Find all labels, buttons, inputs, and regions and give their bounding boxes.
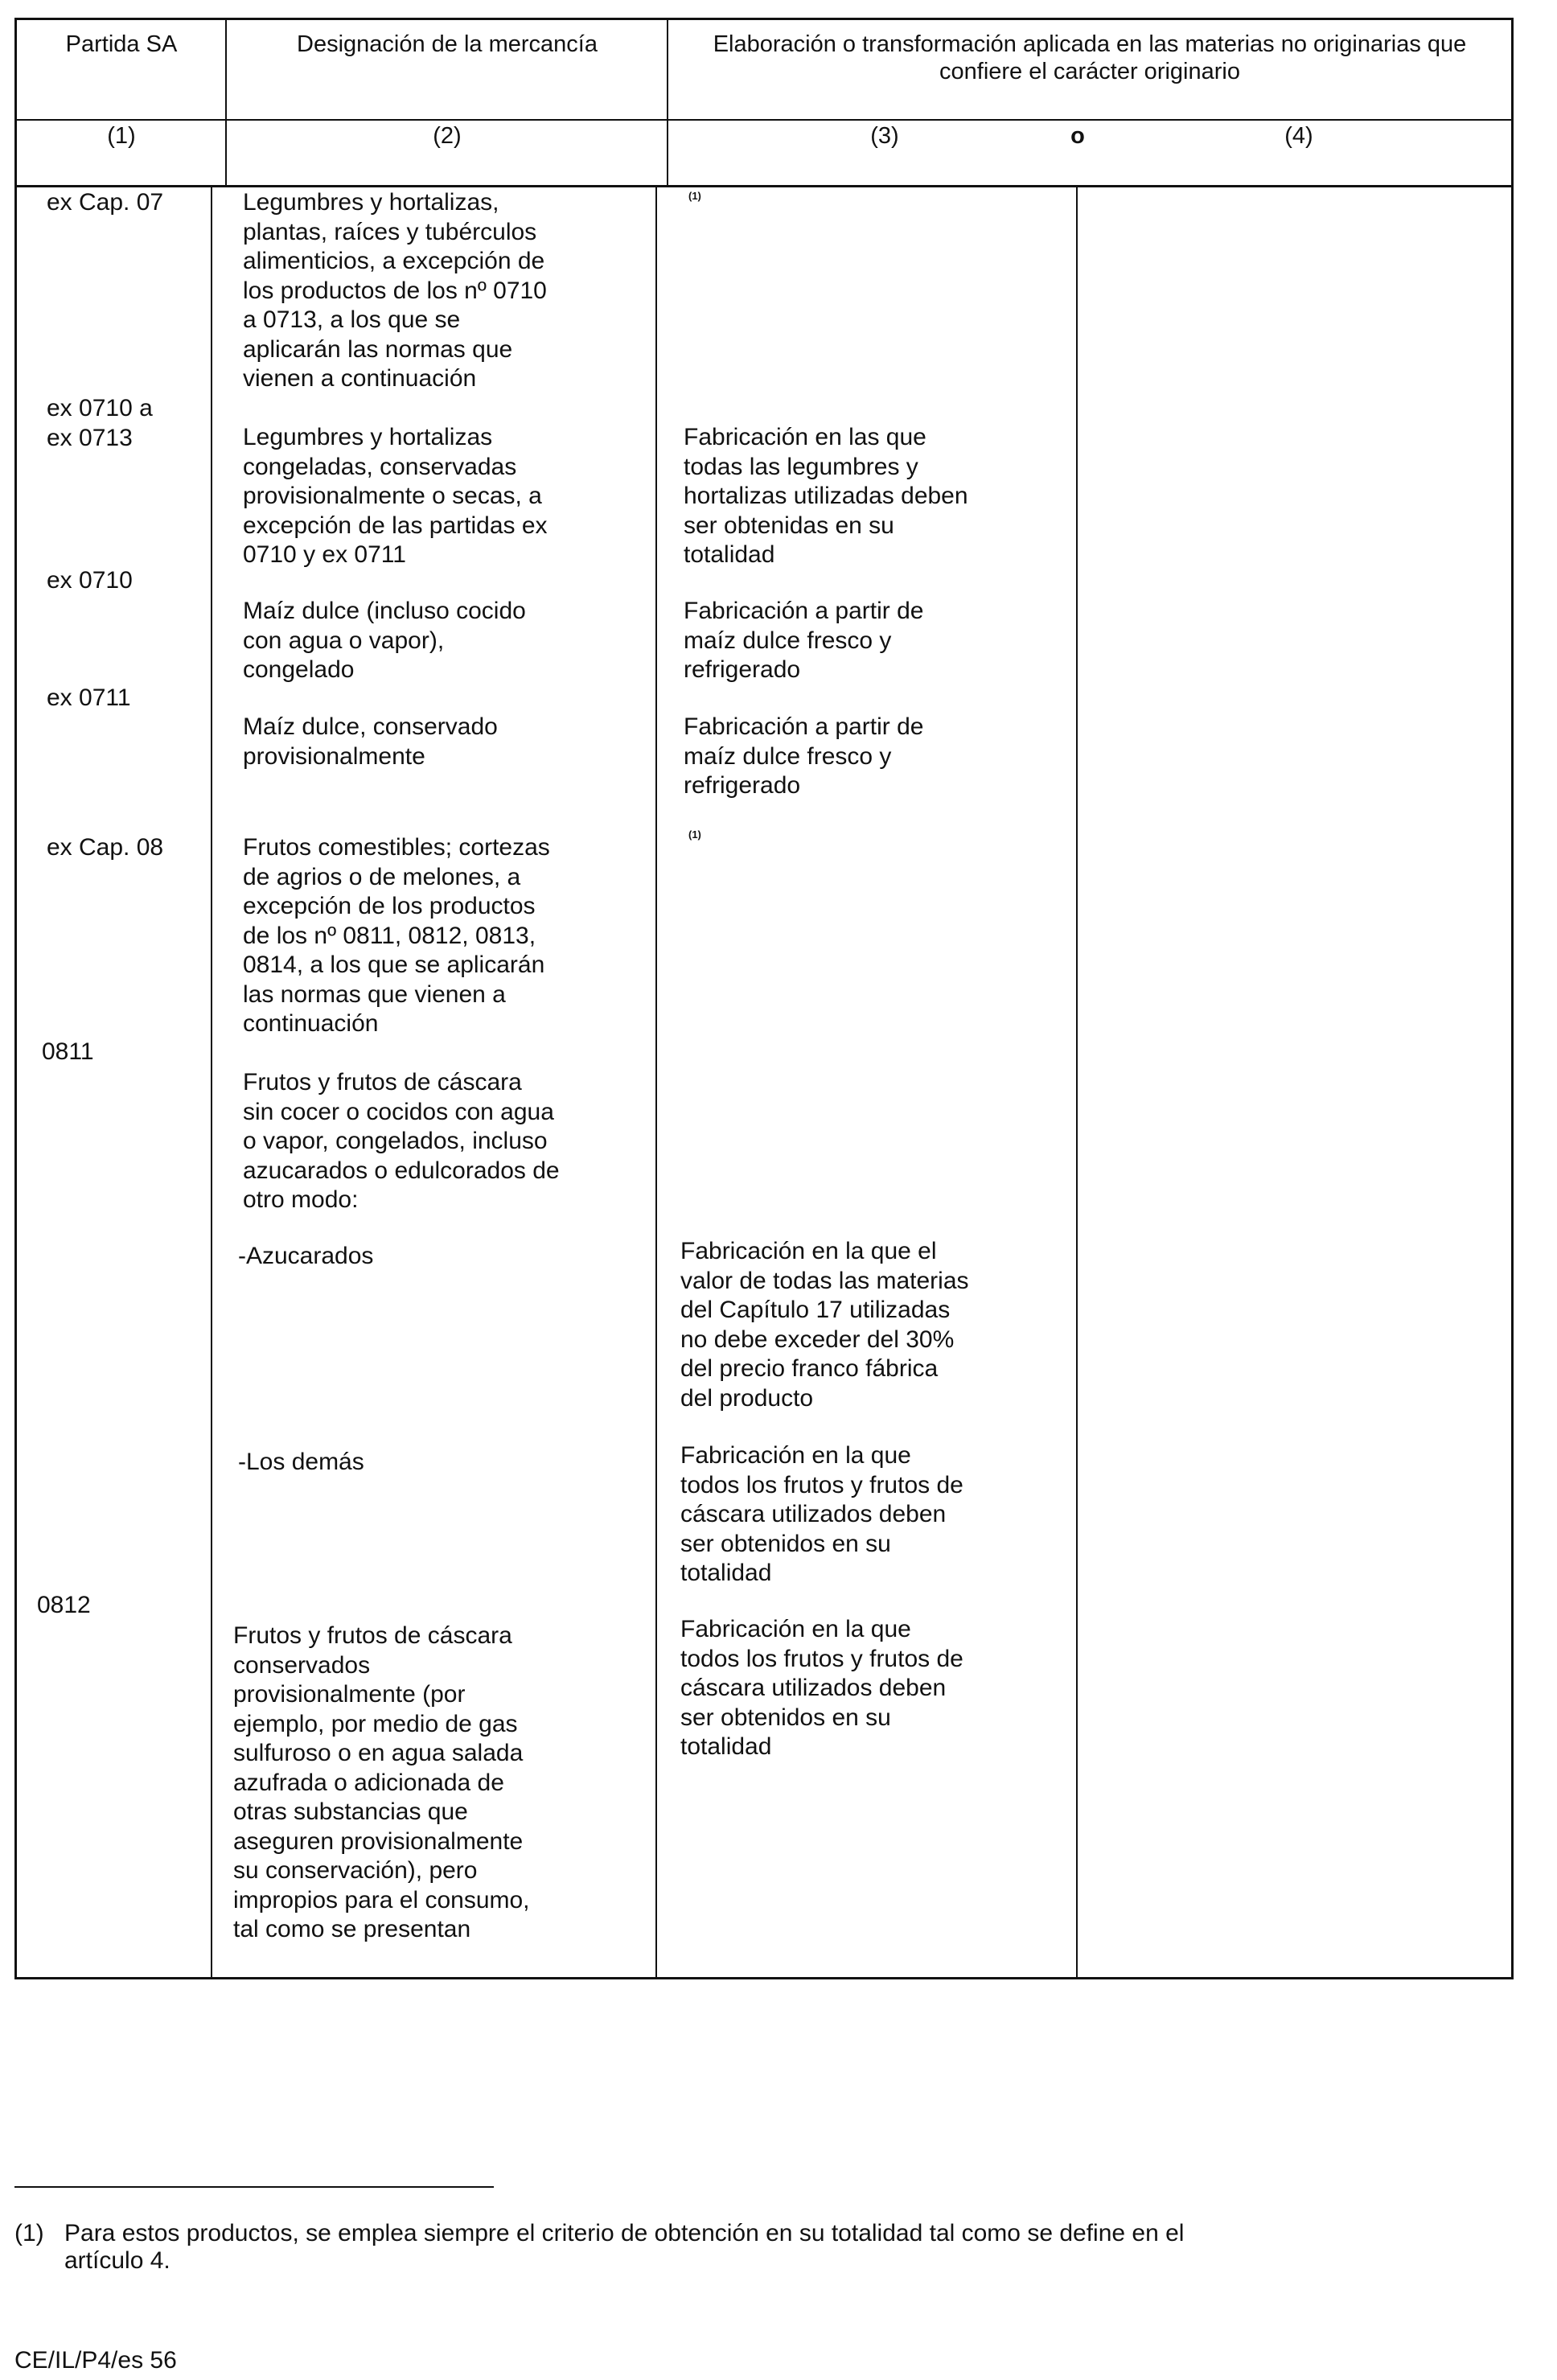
col3-col4-divider <box>1076 185 1078 1979</box>
footnote-mark: (1) <box>14 2220 44 2246</box>
row-rule: Fabricación en la que todos los frutos y frutos de cáscara utilizados deben ser obtenidos en su totalidad <box>680 1442 963 1586</box>
col2-col3-divider-header <box>667 18 668 187</box>
column-number-2: (2) <box>433 123 462 149</box>
header-partida-sa: Partida SA <box>65 31 178 57</box>
column-number-1: (1) <box>107 123 136 149</box>
row-rule: Fabricación a partir de maíz dulce fresco y refrigerado <box>684 713 924 799</box>
row-code: ex 0710 <box>47 567 133 594</box>
row-designation: -Azucarados <box>238 1243 374 1269</box>
table-right-border <box>1511 18 1514 1979</box>
footnote-reference-mark: (1) <box>688 828 701 841</box>
table-bottom-border <box>14 1977 1514 1979</box>
row-designation: Maíz dulce, conservado provisionalmente <box>243 713 498 770</box>
row-code: ex 0710 a ex 0713 <box>47 395 153 451</box>
row-designation: Frutos y frutos de cáscara conservados provisionalmente (por ejemplo, por medio de gas sulfuroso o en agua salada azufrada o adicionada de otras substancias que aseguren provisionalmente su conservación), pero impropios para el consumo, tal como se presentan <box>233 1622 530 1942</box>
row-designation: -Los demás <box>238 1449 364 1475</box>
col1-col2-divider-body <box>211 185 212 1979</box>
header-designacion: Designación de la mercancía <box>297 31 598 57</box>
header-elaboracion: Elaboración o transformación aplicada en las materias no originarias que confiere el carácter originario <box>713 31 1467 84</box>
footnote-separator <box>14 2186 494 2188</box>
column-number-3: (3) <box>870 123 899 149</box>
row-designation: Legumbres y hortalizas congeladas, conservadas provisionalmente o secas, a excepción de las partidas ex 0710 y ex 0711 <box>243 424 548 568</box>
footnote-text: Para estos productos, se emplea siempre el criterio de obtención en su totalidad tal como se define en el artículo 4. <box>64 2220 1185 2274</box>
row-code: 0811 <box>42 1038 94 1065</box>
numbers-bottom-border <box>14 185 1514 187</box>
header-bottom-border <box>14 119 1514 121</box>
row-designation: Legumbres y hortalizas, plantas, raíces y tubérculos alimenticios, a excepción de los productos de los nº 0710 a 0713, a los que se aplicarán las normas que vienen a continuación <box>243 189 547 392</box>
row-code: ex Cap. 07 <box>47 189 164 216</box>
row-rule: Fabricación en la que el valor de todas las materias del Capítulo 17 utilizadas no debe exceder del 30% del precio franco fábrica del producto <box>680 1238 969 1412</box>
row-rule: Fabricación a partir de maíz dulce fresco y refrigerado <box>684 598 924 683</box>
row-rule: Fabricación en las que todas las legumbres y hortalizas utilizadas deben ser obtenidas en su totalidad <box>684 424 968 568</box>
document-reference: CE/IL/P4/es 56 <box>14 2347 177 2374</box>
row-designation: Frutos comestibles; cortezas de agrios o de melones, a excepción de los productos de los nº 0811, 0812, 0813, 0814, a los que se aplicarán las normas que vienen a continuación <box>243 834 550 1037</box>
row-designation: Maíz dulce (incluso cocido con agua o vapor), congelado <box>243 598 526 683</box>
table-left-border <box>14 18 17 1979</box>
column-or-separator: o <box>1070 123 1085 149</box>
row-designation: Frutos y frutos de cáscara sin cocer o cocidos con agua o vapor, congelados, incluso azucarados o edulcorados de otro modo: <box>243 1069 560 1213</box>
row-code: ex 0711 <box>47 684 131 711</box>
row-rule: Fabricación en la que todos los frutos y frutos de cáscara utilizados deben ser obtenidos en su totalidad <box>680 1616 963 1760</box>
footnote-reference-mark: (1) <box>688 190 701 202</box>
row-code: 0812 <box>37 1592 91 1618</box>
col2-col3-divider-body <box>655 185 657 1979</box>
column-number-4: (4) <box>1284 123 1313 149</box>
table-top-border <box>14 18 1514 20</box>
col1-col2-divider-header <box>225 18 227 187</box>
row-code: ex Cap. 08 <box>47 834 164 861</box>
